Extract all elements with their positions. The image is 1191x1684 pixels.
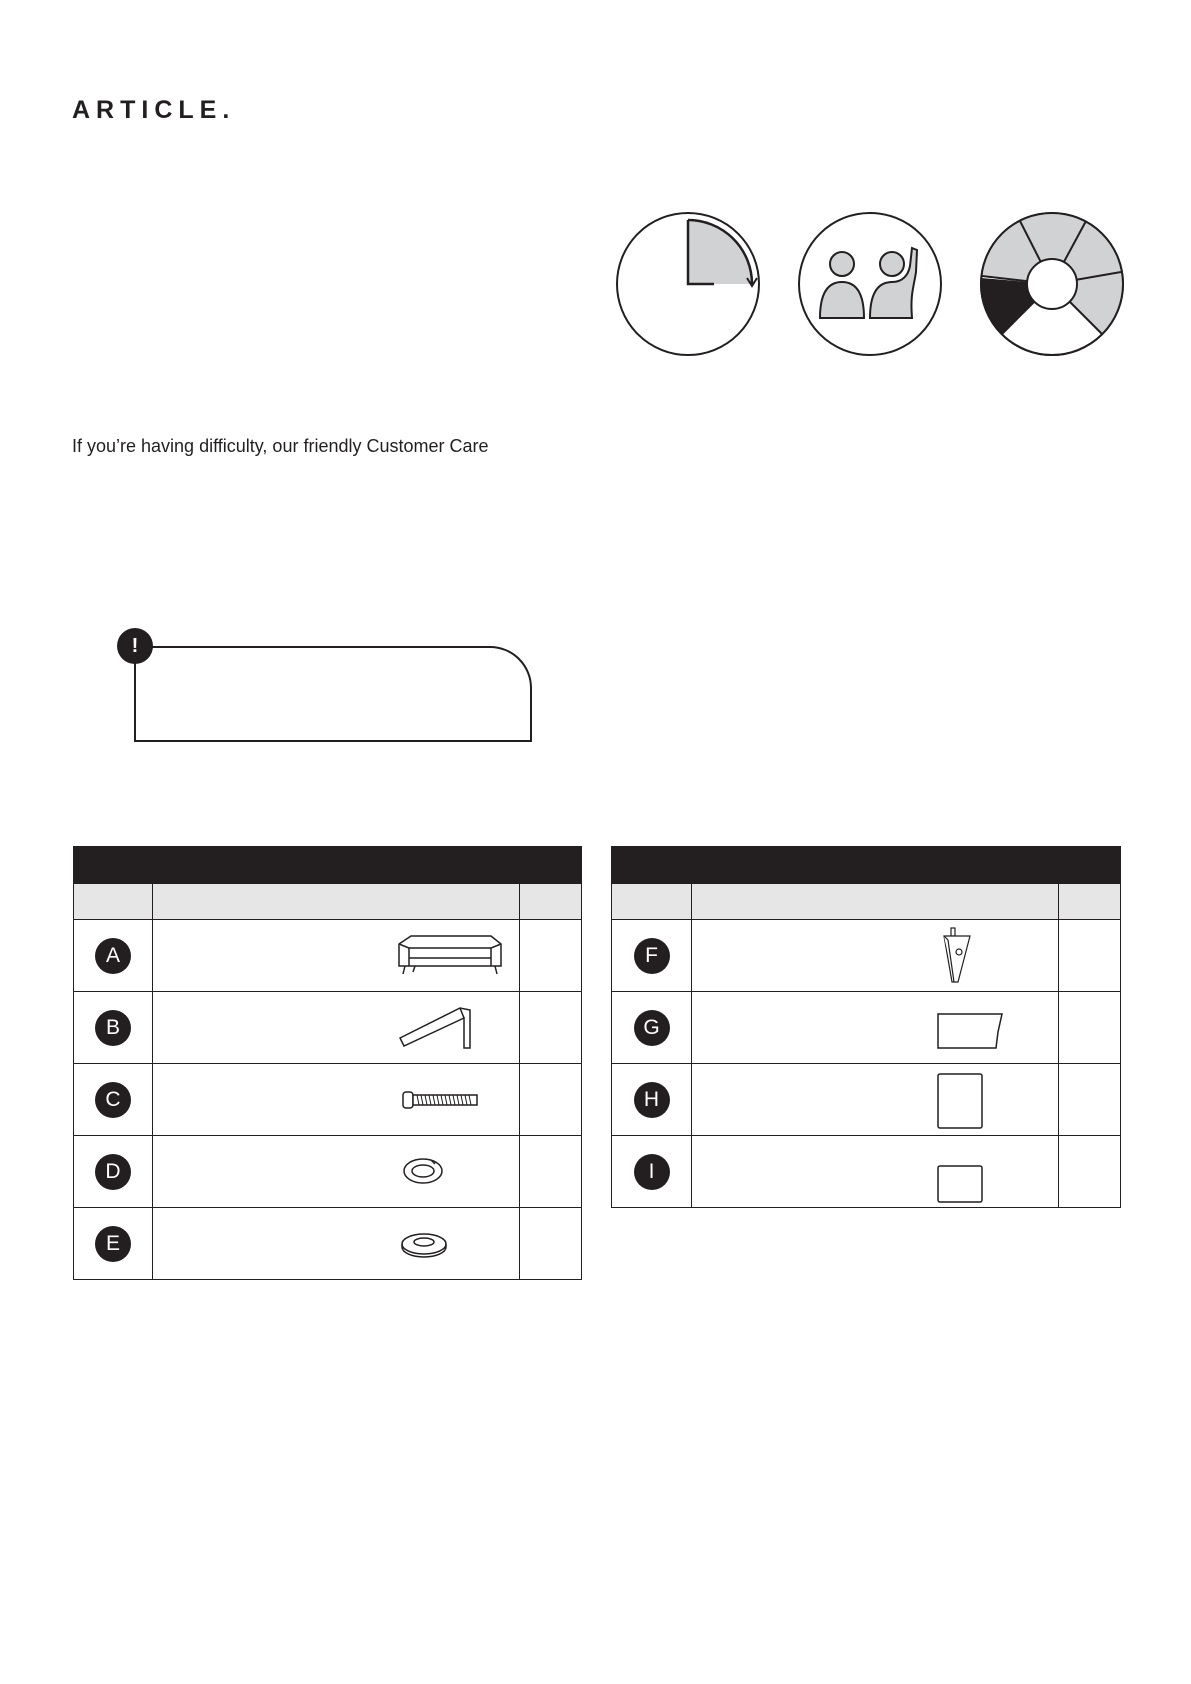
table-row bbox=[612, 1064, 1121, 1136]
table-row bbox=[74, 1208, 582, 1280]
sofa-icon bbox=[395, 932, 505, 976]
table-row bbox=[74, 1136, 582, 1208]
table-row bbox=[612, 992, 1121, 1064]
card-icon bbox=[936, 1072, 984, 1130]
table-subheader bbox=[612, 884, 1121, 920]
table-row bbox=[74, 920, 582, 992]
table-header bbox=[612, 847, 1121, 884]
part-letter: B bbox=[95, 1010, 131, 1046]
warning-badge: ! bbox=[117, 628, 153, 664]
brand-logo: ARTICLE. bbox=[72, 96, 236, 124]
table-row bbox=[74, 992, 582, 1064]
part-letter: E bbox=[95, 1226, 131, 1262]
difficulty-wheel-icon bbox=[978, 210, 1126, 358]
allen-key-icon bbox=[398, 1002, 478, 1052]
part-letter: G bbox=[634, 1010, 670, 1046]
customer-care-text: If you’re having difficulty, our friendly Customer Care bbox=[72, 436, 489, 456]
part-letter: H bbox=[634, 1082, 670, 1118]
table-row bbox=[612, 920, 1121, 992]
table-row bbox=[612, 1136, 1121, 1208]
parts-table-left bbox=[73, 846, 582, 1280]
table-subheader bbox=[74, 884, 582, 920]
table-header bbox=[74, 847, 582, 884]
tapered-leg-icon bbox=[938, 926, 978, 986]
two-person-icon bbox=[796, 210, 944, 358]
part-letter: A bbox=[95, 938, 131, 974]
table-row bbox=[74, 1064, 582, 1136]
warning-box bbox=[134, 646, 532, 742]
spring-washer-icon bbox=[401, 1156, 445, 1186]
parts-table-right bbox=[611, 846, 1121, 1208]
flat-washer-icon bbox=[399, 1230, 449, 1258]
stopwatch-icon bbox=[614, 210, 762, 358]
part-letter: F bbox=[634, 938, 670, 974]
part-letter: C bbox=[95, 1082, 131, 1118]
bolt-icon bbox=[401, 1088, 481, 1112]
part-letter: I bbox=[634, 1154, 670, 1190]
part-letter: D bbox=[95, 1154, 131, 1190]
fabric-swatch-icon bbox=[936, 1012, 1006, 1050]
square-pad-icon bbox=[936, 1164, 984, 1204]
